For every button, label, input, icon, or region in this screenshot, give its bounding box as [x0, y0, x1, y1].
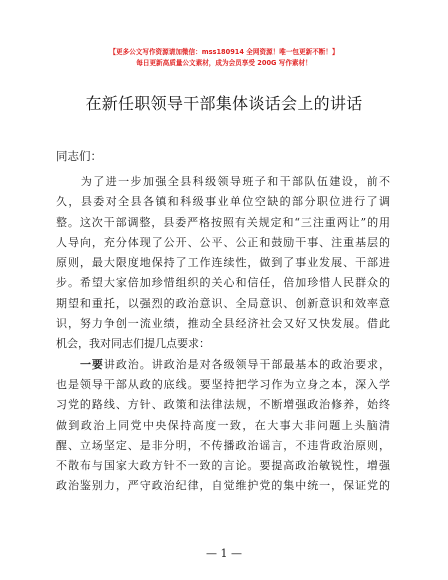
paragraph-2-line-5: 醒、立场坚定、是非分明，不传播政治谣言，不违背政治原则，	[56, 438, 390, 452]
promo-banner-line-2: 每日更新高质量公文素材，成为会员享受 200G 写作素材！	[136, 59, 312, 67]
paragraph-1-line-4: 人导向，充分体现了公开、公平、公正和鼓励干事、注重基层的	[56, 235, 390, 249]
paragraph-1-line-1: 为了进一步加强全县科级领导班子和干部队伍建设，前不	[80, 175, 391, 188]
promo-banner-line-1: 【更多公文写作资源请加微信：mss180914 全网资源！唯一包更新不断！】	[109, 48, 339, 56]
document-body	[56, 172, 390, 497]
paragraph-1-line-5: 原则，最大限度地保持了工作连续性，做到了事业发展、干部进	[56, 256, 390, 270]
paragraph-1-line-2: 久，县委对全县各镇和科级事业单位空缺的部分职位进行了调	[56, 195, 390, 209]
page-number: — 1 —	[206, 547, 242, 560]
paragraph-1-line-3: 整。这次干部调整，县委严格按照有关规定和“三注重两让”的用	[56, 215, 390, 229]
paragraph-1-line-8: 识，努力争创一流业绩，推动全县经济社会又好又快发展。借此	[56, 317, 390, 331]
paragraph-1-line-7: 期望和重托，以强烈的政治意识、全局意识、创新意识和效率意	[56, 296, 390, 310]
paragraph-2-line-6: 不散布与国家大政方针不一致的言论。要提高政治敏锐性，增强	[56, 459, 390, 473]
paragraph-2-line-1: 一要讲政治。讲政治是对各级领导干部最基本的政治要求，	[79, 357, 391, 371]
salutation: 同志们：	[56, 149, 102, 163]
paragraph-1-line-9: 机会，我对同志们提几点要求：	[56, 337, 210, 351]
paragraph-2-line-7: 政治鉴别力，严守政治纪律，自觉维护党的集中统一，保证党的	[56, 479, 390, 493]
paragraph-1-line-6: 步。希望大家倍加珍惜组织的关心和信任，倍加珍惜人民群众的	[56, 276, 390, 290]
paragraph-2-line-2: 也是领导干部从政的底线。要坚持把学习作为立身之本，深入学	[56, 377, 390, 391]
paragraph-2-line-3: 习党的路线、方针、政策和法律法规，不断增强政治修养，始终	[56, 398, 390, 412]
document-title: 在新任职领导干部集体谈话会上的讲话	[85, 94, 363, 113]
paragraph-2-line-4: 做到政治上同党中央保持高度一致，在大事大非问题上头脑清	[56, 418, 390, 432]
paragraph-2-lead: 一要	[79, 357, 104, 371]
